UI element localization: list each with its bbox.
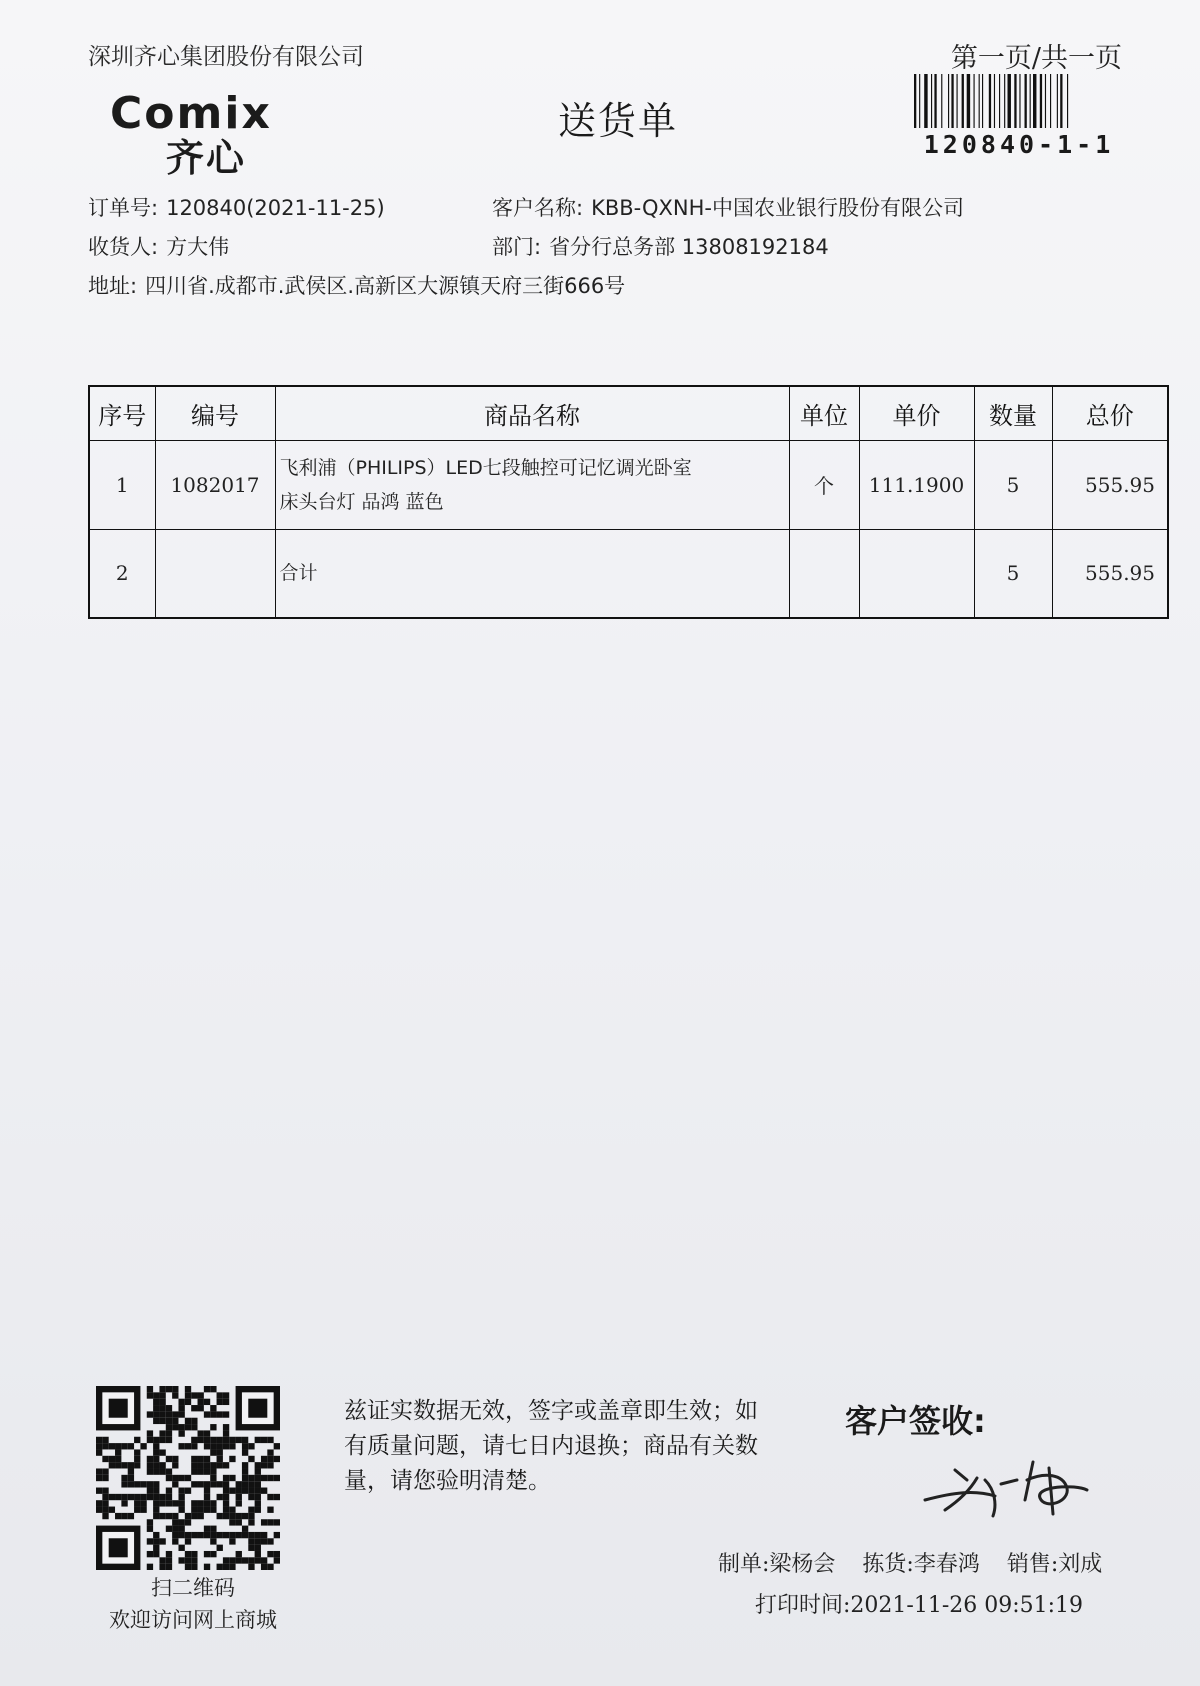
cell-code — [155, 529, 275, 618]
barcode-bars — [912, 74, 1126, 128]
col-header-price: 单价 — [859, 386, 974, 440]
picker-name: 拣货:李春鸿 — [862, 1552, 980, 1577]
cell-code: 1082017 — [155, 440, 275, 529]
cell-name-line1: 合计 — [279, 562, 318, 585]
print-time: 打印时间:2021-11-26 09:51:19 — [755, 1593, 1084, 1618]
customer-value: KBB-QXNH-中国农业银行股份有限公司 — [591, 196, 965, 220]
cell-name — [275, 440, 789, 529]
cell-seq: 1 — [89, 440, 155, 529]
department-line — [492, 231, 829, 261]
items-table — [88, 385, 1169, 619]
cell-price: 111.1900 — [859, 440, 974, 529]
comix-logo — [110, 88, 272, 180]
cell-qty: 5 — [974, 529, 1052, 618]
cell-unit: 个 — [789, 440, 859, 529]
col-header-total: 总价 — [1052, 386, 1168, 440]
qr-caption-scan: 扫二维码 — [151, 1576, 235, 1600]
cell-seq: 2 — [89, 529, 155, 618]
col-header-name: 商品名称 — [275, 386, 789, 440]
page-indicator: 第一页/共一页 — [950, 43, 1122, 74]
barcode — [912, 74, 1126, 159]
order-number-line — [88, 192, 385, 222]
logo-text-en: Comix — [110, 88, 272, 139]
company-name: 深圳齐心集团股份有限公司 — [88, 44, 364, 70]
cell-name — [275, 529, 789, 618]
consignee-value: 方大伟 — [166, 235, 230, 259]
cell-name-line2: 床头台灯 品鸿 蓝色 — [279, 490, 444, 513]
col-header-unit: 单位 — [789, 386, 859, 440]
cell-total: 555.95 — [1052, 440, 1168, 529]
table-row-total — [89, 529, 1168, 618]
consignee-label: 收货人: — [88, 235, 159, 259]
cell-name-line1: 飞利浦（PHILIPS）LED七段触控可记忆调光卧室 — [279, 456, 692, 479]
logo-text-cn: 齐心 — [166, 136, 247, 180]
consignee-line — [88, 231, 229, 261]
qr-caption-shop: 欢迎访问网上商城 — [109, 1608, 277, 1632]
col-header-code: 编号 — [155, 386, 275, 440]
customer-label: 客户名称: — [492, 196, 584, 220]
table-row — [89, 440, 1168, 529]
customer-sign-label: 客户签收: — [845, 1402, 986, 1440]
barcode-number: 120840-1-1 — [923, 130, 1115, 159]
customer-line — [492, 192, 964, 222]
maker-name: 制单:梁杨会 — [718, 1552, 836, 1577]
cell-qty: 5 — [974, 440, 1052, 529]
notice-text: 兹证实数据无效，签字或盖章即生效；如有质量问题，请七日内退换；商品有关数量，请您验明清楚。 — [344, 1398, 758, 1494]
document-title: 送货单 — [558, 99, 679, 143]
order-number-label: 订单号: — [88, 196, 159, 220]
col-header-seq: 序号 — [89, 386, 155, 440]
address-line — [88, 270, 625, 300]
qr-code-icon[interactable] — [96, 1386, 280, 1570]
cell-price — [859, 529, 974, 618]
staff-line — [718, 1547, 1122, 1578]
sales-name: 销售:刘成 — [1006, 1552, 1103, 1577]
order-number-value: 120840(2021-11-25) — [166, 196, 385, 220]
cell-total: 555.95 — [1052, 529, 1168, 618]
handwritten-signature — [915, 1450, 1095, 1530]
address-value: 四川省.成都市.武侯区.高新区大源镇天府三街666号 — [145, 274, 626, 298]
col-header-qty: 数量 — [974, 386, 1052, 440]
cell-unit — [789, 529, 859, 618]
department-label: 部门: — [492, 235, 542, 259]
table-header-row — [89, 386, 1168, 440]
department-value: 省分行总务部 13808192184 — [549, 235, 829, 259]
address-label: 地址: — [88, 274, 138, 298]
